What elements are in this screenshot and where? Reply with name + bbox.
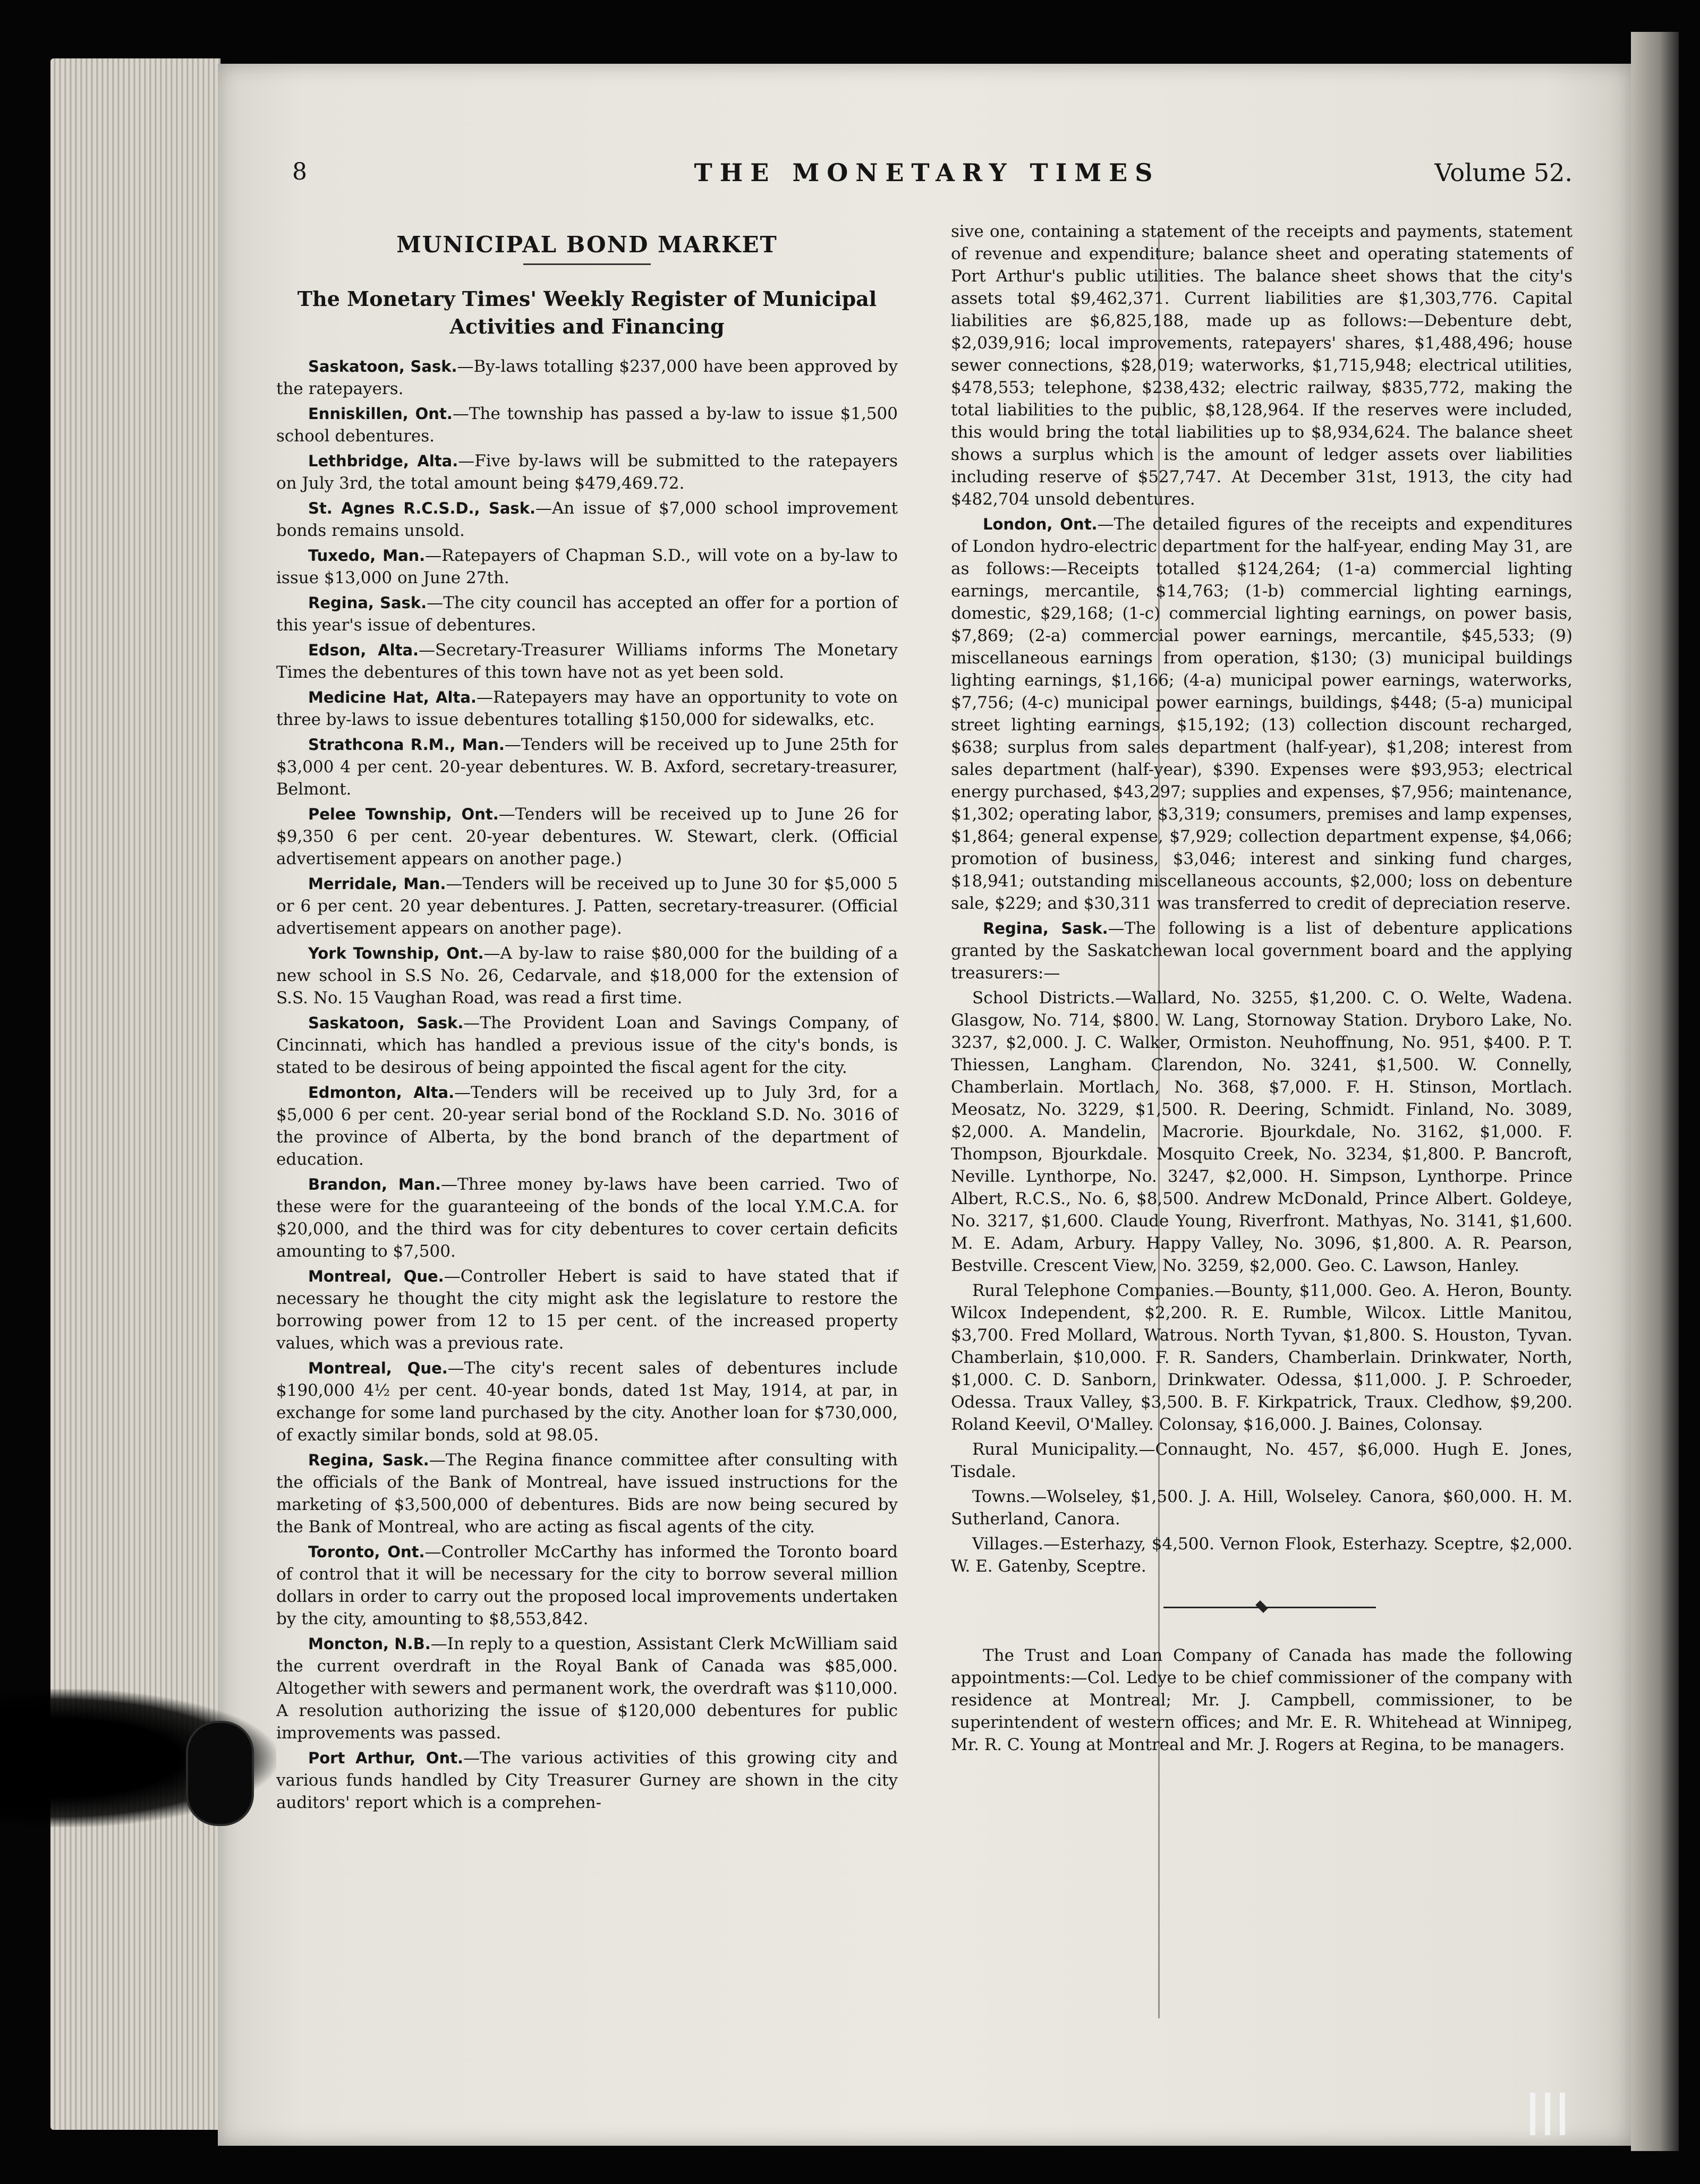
entry-text: —Ratepayers may have an opportunity to vote on three by-laws to issue debentures totalling $150,000 for sidewalks, etc. [276,688,898,729]
entry-text: —In reply to a question, Assistant Clerk McWilliam said the current overdraft in the Royal Bank of Canada was $85,000. Altogether with sewers and permanent work, the overdraft was $110,000. A resolution authorizing the issue of $120,000 debentures for public improvements was passed. [276,1634,898,1743]
entry-place: Merridale, Man. [308,875,446,893]
entry [276,592,898,636]
entry-place: Edson, Alta. [308,641,419,659]
publication-title: THE MONETARY TIMES [694,158,1160,187]
entry-text: —Tenders will be received up to June 25th for $3,000 4 per cent. 20-year debentures. W. B. Axford, secretary-treasurer, Belmont. [276,735,898,799]
villages-list: Villages.—Esterhazy, $4,500. Vernon Flook, Esterhazy. Sceptre, $2,000. W. E. Gatenby, Sceptre. [951,1534,1572,1576]
book-right-edge [1631,32,1679,2151]
entry [276,450,898,494]
entry-place: St. Agnes R.C.S.D., Sask. [308,499,536,517]
entry [276,355,898,400]
entry [276,544,898,589]
entry-text: —The Provident Loan and Savings Company, of Cincinnati, which has handled a previous issue of the city's bonds, is stated to be desirous of being appointed the fiscal agent for the city. [276,1013,898,1077]
entry-text: —The various activities of this growing city and various funds handled by City Treasurer Gurney are shown in the city auditors' report which is a comprehen- [276,1748,898,1812]
left-column [276,223,898,1816]
entry-text: —The detailed figures of the receipts and expenditures of London hydro-electric department for the half-year, ending May 31, are as follows:—Receipts totalled $124,264; (1-a) commercial lighting earnings, mercantile, $14,763; (1-b) commercial lighting earnings, domestic, $29,168; (1-c) commercial lighting earnings, on power basis, $7,869; (2-a) commercial power earnings, mercantile, $45,533; (9) miscellaneous earnings from operation, $130; (3) municipal buildings lighting earnings, $1,166; (4-a) municipal power earnings, waterworks, $7,756; (4-c) municipal power earnings, buildings, $448; (5-a) municipal street lighting earnings, $15,192; (13) collection discount recharged, $638; surplus from sales department (half-year), $1,208; interest from sales department (half-year), $390. Expenses were $93,953; electrical energy purchased, $43,297; supplies and expenses, $7,956; maintenance, $1,302; operating labor, $3,319; consumers, premises and lamp expenses, $1,864; general expense, $7,929; collection department expense, $4,066; promotion of business, $3,046; interest and sinking fund charges, $18,941; outstanding miscellaneous accounts, $2,000; loss on debenture sale, $229; and $30,311 was transferred to credit of depreciation reserve. [951,515,1573,913]
entry-place: Tuxedo, Man. [308,547,426,565]
entry-place: Regina, Sask. [308,1451,429,1469]
entry [276,1357,898,1446]
entry-text: —The city council has accepted an offer for a portion of this year's issue of debentures. [276,593,898,635]
entry-place: London, Ont. [983,515,1098,533]
section-title: MUNICIPAL BOND MARKET [396,232,778,258]
entry-place: Enniskillen, Ont. [308,405,453,423]
entry [276,1081,898,1171]
entry-text: —The city's recent sales of debentures include $190,000 4½ per cent. 40-year bonds, dated 1st May, 1914, at par, in exchange for some land purchased by the city. Another loan for $730,000, of exactly similar bonds, sold at 98.05. [276,1359,898,1445]
volume-label: Volume 52. [1434,158,1572,187]
entry [276,733,898,800]
entry [276,1012,898,1079]
entry [951,917,1572,984]
entry-text: —A by-law to raise $80,000 for the building of a new school in S.S No. 26, Cedarvale, and $18,000 for the extension of S.S. No. 15 Vaughan Road, was read a first time. [276,944,898,1008]
entry-place: Edmonton, Alta. [308,1084,455,1102]
entry-place: Montreal, Que. [308,1267,444,1285]
rural-telephone-list: Rural Telephone Companies.—Bounty, $11,000. Geo. A. Heron, Bounty. Wilcox Independent, $2,200. R. E. Rumble, Wilcox. Little Manitou, $3,700. Fred Mollard, Watrous. North Tyvan, $1,800. S. Houston, Tyvan. Chamberlain, $10,000. F. R. Sanders, Chamberlain. Drinkwater, North, $1,000. C. D. Sanborn, Drinkwater. Odessa, $11,000. J. P. Schroeder, Odessa. Traux Valley, $3,500. B. F. Kirkpatrick, Traux. Cledhow, $9,200. Roland Keevil, O'Malley. Colonsay, $16,000. J. Baines, Colonsay. [951,1281,1572,1434]
entry-text: —Tenders will be received up to July 3rd, for a $5,000 6 per cent. 20-year serial bond of the Rockland S.D. No. 3016 of the province of Alberta, by the bond branch of the department of education. [276,1083,898,1169]
entry-text: —The following is a list of debenture applications granted by the Saskatchewan local government board and the applying treasurers:— [951,919,1573,983]
entry-place: Medicine Hat, Alta. [308,688,477,706]
entry-place: Port Arthur, Ont. [308,1749,464,1767]
entry-place: Moncton, N.B. [308,1635,431,1653]
port-arthur-continued: sive one, containing a statement of the receipts and payments, statement of revenue and expenditure; balance sheet and operating statements of Port Arthur's public utilities. The balance sheet shows that the city's assets total $9,462,371. Current liabilities are $1,303,776. Capital liabilities are $6,825,188, made up as follows:—Debenture debt, $2,039,916; local improvements, ratepayers' shares, $1,488,496; house sewer connections, $28,019; waterworks, $1,715,948; electrical utilities, $478,553; telephone, $238,432; electric railway, $835,772, making the total liabilities to the public, $8,128,964. If the reserves were included, this would bring the total liabilities up to $8,934,624. The balance sheet shows a surplus which is the amount of ledger assets over liabilities including reserve of $527,747. At December 31st, 1913, the city had $482,704 unsold debentures. [951,222,1572,509]
page-header [282,158,1572,190]
right-column [951,220,1572,1759]
entry-text: —By-laws totalling $237,000 have been approved by the ratepayers. [276,357,898,398]
entry [276,1449,898,1538]
entry-place: Montreal, Que. [308,1359,448,1377]
rural-municipality-list: Rural Municipality.—Connaught, No. 457, $6,000. Hugh E. Jones, Tisdale. [951,1440,1572,1481]
entry-text: —Controller Hebert is said to have stated that if necessary he thought the city might ask the legislature to restore the borrowing power from 12 to 15 per cent. of the increased property values, which was a previous rate. [276,1267,898,1353]
entry [276,497,898,542]
entry-place: Regina, Sask. [983,919,1108,937]
entry-place: York Township, Ont. [308,944,484,962]
entry [276,1265,898,1354]
entry-place: Regina, Sask. [308,594,427,612]
entry-place: Toronto, Ont. [308,1543,425,1561]
entry [276,1747,898,1814]
entry-text: —An issue of $7,000 school improvement bonds remains unsold. [276,499,898,540]
entry-place: Brandon, Man. [308,1175,441,1193]
entry-text: —Ratepayers of Chapman S.D., will vote on a by-law to issue $13,000 on June 27th. [276,546,898,587]
entry [276,803,898,870]
entry-text: —Three money by-laws have been carried. Two of these were for the guaranteeing of the bonds of the local Y.M.C.A. for $20,000, and the third was for city debentures to cover certain deficits amounting to $7,500. [276,1175,898,1261]
binder-clip [186,1721,254,1826]
entry-text: —Controller McCarthy has informed the Toronto board of control that it will be necessary for the city to borrow several million dollars in order to carry out the proposed local improvements undertaken by the city, amounting to $8,553,842. [276,1542,898,1628]
entry-place: Pelee Township, Ont. [308,805,499,823]
entry [276,403,898,447]
entry [276,686,898,731]
entry [951,513,1572,915]
entry-text: —The township has passed a by-law to issue $1,500 school debentures. [276,404,898,446]
entry-text: —The Regina finance committee after consulting with the officials of the Bank of Montreal, have issued instructions for the marketing of $3,500,000 of debentures. Bids are now being secured by the Bank of Montreal, who are acting as fiscal agents of the city. [276,1451,898,1537]
entry-place: Lethbridge, Alta. [308,452,458,470]
film-marks [1530,2093,1567,2135]
section-subtitle: The Monetary Times' Weekly Register of Municipal Activities and Financing [297,287,877,338]
entry-place: Strathcona R.M., Man. [308,736,505,754]
entry [276,1173,898,1262]
school-districts-list: School Districts.—Wallard, No. 3255, $1,200. C. O. Welte, Wadena. Glasgow, No. 714, $800. W. Lang, Stornoway Station. Dryboro Lake, No. 3237, $2,000. J. C. Walker, Ormiston. Neuhoffnung, No. 951, $400. P. T. Thiessen, Langham. Clarendon, No. 3241, $1,500. W. Connelly, Chamberlain. Mortlach, No. 368, $7,000. F. H. Stinson, Mortlach. Meosatz, No. 3229, $1,500. R. Deering, Schmidt. Finland, No. 3089, $2,000. A. Mandelin, Macrorie. Bjourkdale, No. 3162, $1,000. F. Thompson, Bjourkdale. Mosquito Creek, No. 3234, $1,800. P. Bancroft, Neville. Lynthorpe, No. 3247, $2,000. H. Simpson, Lynthorpe. Prince Albert, R.C.S., No. 6, $8,500. Andrew McDonald, Prince Albert. Goldeye, No. 3217, $1,600. Claude Young, Riverfront. Mathyas, No. 3141, $1,600. M. E. Adam, Arbury. Happy Valley, No. 3096, $1,800. A. R. Pearson, Bestville. Crescent View, No. 3259, $2,000. Geo. C. Lawson, Hanley. [951,988,1572,1275]
entry-place: Saskatoon, Sask. [308,1014,464,1032]
towns-list: Towns.—Wolseley, $1,500. J. A. Hill, Wolseley. Canora, $60,000. H. M. Sutherland, Canora. [951,1487,1572,1529]
section-ornament [951,1602,1572,1613]
entry-text: —Five by-laws will be submitted to the ratepayers on July 3rd, the total amount being $479,469.72. [276,451,898,493]
entry-place: Saskatoon, Sask. [308,357,457,376]
entry-text: —Tenders will be received up to June 30 for $5,000 5 or 6 per cent. 20 year debentures. J. Patten, secretary-treasurer. (Official advertisement appears on another page). [276,874,898,938]
entry [276,942,898,1009]
entry [276,1541,898,1630]
title-rule [523,263,651,265]
entry [276,873,898,940]
entry-text: —Tenders will be received up to June 26 for $9,350 6 per cent. 20-year debentures. W. Stewart, clerk. (Official advertisement appears on another page.) [276,805,898,868]
trust-loan-notice: The Trust and Loan Company of Canada has made the following appointments:—Col. Ledye to be chief commissioner of the company with residence at Montreal; Mr. J. Campbell, commissioner, to be superintendent of western offices; and Mr. E. R. Whitehead at Winnipeg, Mr. R. C. Young at Montreal and Mr. J. Rogers at Regina, to be managers. [951,1646,1572,1754]
page-number: 8 [292,158,307,185]
entry [276,639,898,684]
entry [276,1633,898,1744]
entry-text: —Secretary-Treasurer Williams informs The Monetary Times the debentures of this town have not as yet been sold. [276,641,898,682]
